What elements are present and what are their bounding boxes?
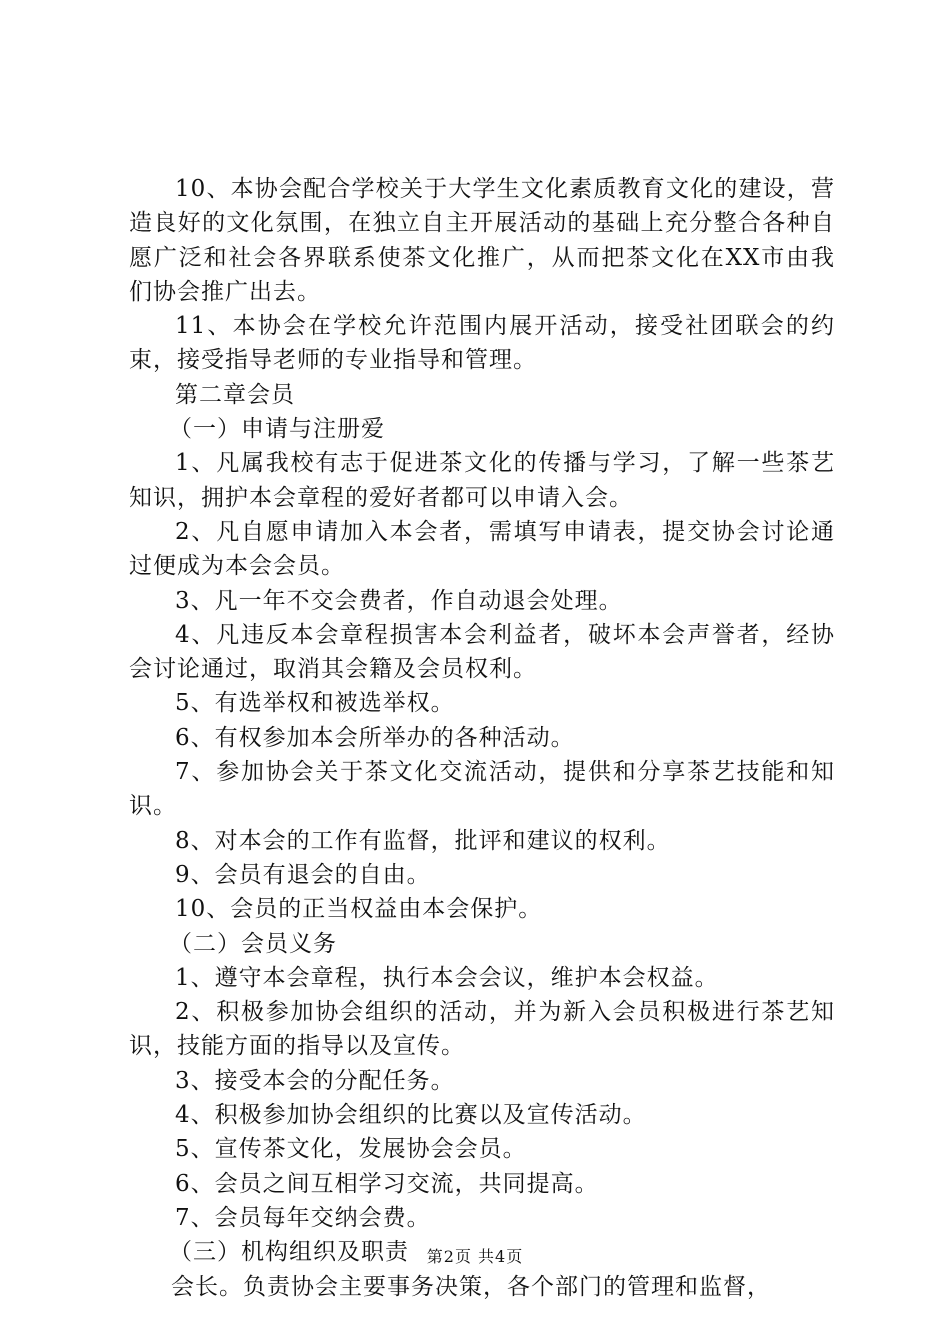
paragraph-10-cooperation: 10、本协会配合学校关于大学生文化素质教育文化的建设，营造良好的文化氛围，在独立自主开展活动的基础上充分整合各种自愿广泛和社会各界联系使茶文化推广，从而把茶文化在XX市由我们协会推广出去。 — [129, 176, 835, 305]
list-item: 6、有权参加本会所举办的各种活动。 — [175, 724, 575, 751]
list-item: 4、积极参加协会组织的比赛以及宣传活动。 — [175, 1102, 647, 1129]
list-item: 3、凡一年不交会费者，作自动退会处理。 — [175, 587, 623, 614]
list-item: 1、凡属我校有志于促进茶文化的传播与学习，了解一些茶艺知识，拥护本会章程的爱好者都可以申请入会。 — [129, 450, 835, 511]
list-item: 8、对本会的工作有监督，批评和建议的权利。 — [175, 827, 671, 854]
list-item: 7、参加协会关于茶文化交流活动，提供和分享茶艺技能和知识。 — [129, 759, 835, 820]
list-item: 2、凡自愿申请加入本会者，需填写申请表，提交协会讨论通过便成为本会会员。 — [129, 518, 835, 580]
page-number-footer: 第2页 共4页 — [426, 1247, 524, 1266]
list-item: 6、会员之间互相学习交流，共同提高。 — [175, 1170, 599, 1197]
section-heading-organization: （三）机构组织及职责 — [169, 1239, 409, 1266]
document-body — [129, 172, 835, 1304]
list-item: 1、遵守本会章程，执行本会会议，维护本会权益。 — [175, 964, 719, 991]
list-item: 5、宣传茶文化，发展协会会员。 — [175, 1136, 527, 1163]
chapter-heading-members: 第二章会员 — [175, 381, 295, 408]
list-item: 7、会员每年交纳会费。 — [175, 1204, 431, 1231]
list-item: 10、会员的正当权益由本会保护。 — [175, 896, 543, 923]
list-item: 4、凡违反本会章程损害本会利益者，破坏本会声誉者，经协会讨论通过，取消其会籍及会员权利。 — [129, 621, 835, 683]
list-item: 5、有选举权和被选举权。 — [175, 690, 455, 717]
list-item: 9、会员有退会的自由。 — [175, 861, 431, 888]
list-item: 2、积极参加协会组织的活动，并为新入会员积极进行茶艺知识，技能方面的指导以及宣传。 — [129, 999, 835, 1060]
paragraph-11-scope: 11、本协会在学校允许范围内展开活动，接受社团联会的约束，接受指导老师的专业指导和管理。 — [129, 313, 835, 374]
section-heading-application: （一）申请与注册爱 — [169, 416, 385, 443]
list-item: 3、接受本会的分配任务。 — [175, 1067, 455, 1094]
paragraph-president-duties: 会长。负责协会主要事务决策，各个部门的管理和监督， — [171, 1273, 771, 1300]
section-heading-obligations: （二）会员义务 — [169, 930, 337, 957]
